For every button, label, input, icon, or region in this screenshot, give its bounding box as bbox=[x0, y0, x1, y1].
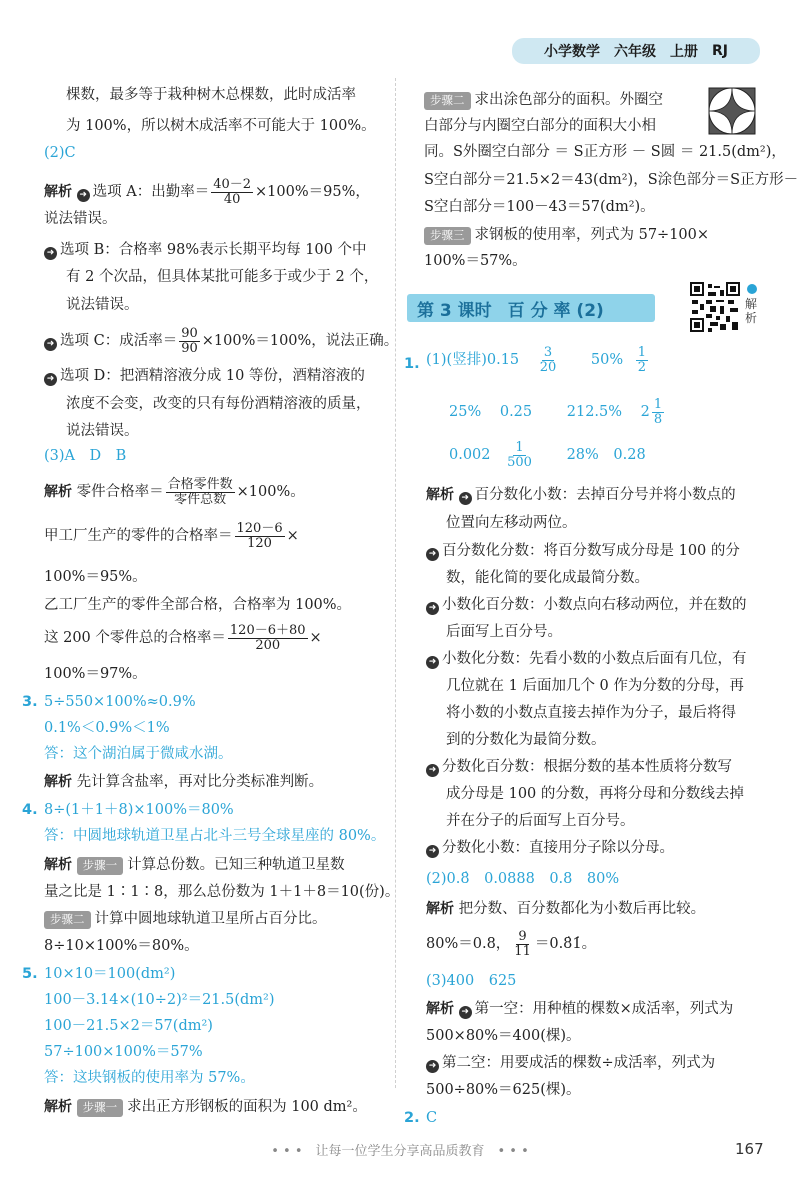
answer-line: 8÷(1＋1＋8)×100%＝80% bbox=[44, 802, 234, 818]
arrow-bullet-icon: ➜ bbox=[426, 656, 439, 669]
text-line: 同。S外圈空白部分 ＝ S正方形 － S圆 ＝ 21.5(dm²)， bbox=[424, 144, 786, 160]
fraction: $\frac{120-6+80}{200}$ bbox=[229, 623, 306, 653]
text-line: 有 2 个次品，但具体某批可能多于或少于 2 个， bbox=[66, 269, 379, 285]
analysis-label: 解析 bbox=[426, 1001, 454, 1017]
text: ×100%＝95%， bbox=[255, 184, 370, 201]
analysis-label: 解析 bbox=[44, 857, 72, 873]
text-line: 这 200 个零件总的合格率＝ $\frac{120-6+80}{200}$ × bbox=[44, 623, 322, 653]
step-badge: 步骤三 bbox=[424, 227, 471, 245]
answer-line: 0.1%＜0.9%＜1% bbox=[44, 720, 170, 736]
fraction: $\frac{40-2}{40}$ bbox=[213, 177, 252, 207]
question-number: 1. bbox=[404, 356, 420, 372]
answer-row: 0.002 $\frac{1}{500}$ 28% 0.28 bbox=[449, 440, 646, 470]
text-line: 数，能化简的要化成最简分数。 bbox=[446, 570, 649, 586]
text-line: ➜ 分数化小数：直接用分子除以分母。 bbox=[426, 841, 674, 858]
fraction: $\frac{1}{500}$ bbox=[507, 440, 532, 470]
text-line: 几位就在 1 后面加几个 0 作为分数的分母，再 bbox=[446, 678, 744, 694]
text-line: 说法错误。 bbox=[44, 211, 117, 227]
analysis-line: 解析 先计算含盐率，再对比分类标准判断。 bbox=[44, 774, 324, 790]
text-line: 将小数的小数点直接去掉作为分子，最后将得 bbox=[446, 705, 736, 721]
analysis-line: 解析 ➜ 第一空：用种植的棵数×成活率，列式为 bbox=[426, 1001, 734, 1017]
fraction: $\frac{\text{合格零件数}}{\text{零件总数}}$ bbox=[167, 477, 233, 507]
fraction: $\frac{90}{90}$ bbox=[181, 326, 198, 356]
text-line: 量之比是 1∶1∶8，那么总份数为 1＋1＋8＝10(份)。 bbox=[44, 884, 400, 900]
text-line: ➜ 选项 C：成活率＝ $\frac{90}{90}$ ×100%＝100%，说法正确。 bbox=[44, 327, 398, 355]
arrow-bullet-icon: ➜ bbox=[426, 764, 439, 777]
text-line: 步骤二 求出涂色部分的面积。外圈空 bbox=[424, 92, 663, 110]
arrow-bullet-icon: ➜ bbox=[44, 338, 57, 351]
text-line: 棵数，最多等于栽种树木总棵数，此时成活率 bbox=[66, 87, 356, 103]
text-line: ➜ 选项 B：合格率 98%表示长期平均每 100 个中 bbox=[44, 243, 367, 260]
analysis-label: 解析 bbox=[426, 487, 454, 503]
answer-line: 10×10＝100(dm²) bbox=[44, 966, 176, 982]
header-edition: RJ bbox=[712, 43, 728, 59]
answer-line: (3)A D B bbox=[44, 448, 127, 464]
fraction: $\frac{9}{11}$ bbox=[514, 929, 531, 959]
text-line: 说法错误。 bbox=[66, 423, 139, 439]
page-header-badge bbox=[512, 38, 760, 64]
answer-line: (2)0.8̇ 0.0888 0.8 80% bbox=[426, 871, 620, 887]
text-line: ➜ 第二空：用要成活的棵数÷成活率，列式为 bbox=[426, 1056, 715, 1073]
text-line: S空白部分＝21.5×2＝43(dm²)，S涂色部分＝S正方形－ bbox=[424, 172, 799, 188]
answer-row: (1)(竖排)0.15 $\frac{3}{20}$ 50% $\frac{1}{2}$ bbox=[426, 345, 647, 375]
text-line: 说法错误。 bbox=[66, 297, 139, 313]
answer-line: 57÷100×100%＝57% bbox=[44, 1044, 203, 1060]
page-number: 167 bbox=[735, 1140, 764, 1158]
text: 选项 A：出勤率＝ bbox=[92, 184, 210, 201]
qr-label: 解析 bbox=[744, 297, 757, 325]
lesson-number: 第 3 课时 bbox=[417, 300, 492, 321]
arrow-bullet-icon: ➜ bbox=[459, 1006, 472, 1019]
text-line: ➜ 小数化百分数：小数点向右移动两位，并在数的 bbox=[426, 598, 747, 615]
analysis-line: 解析 把分数、百分数都化为小数后再比较。 bbox=[426, 901, 706, 917]
header-subject: 小学数学 bbox=[544, 44, 600, 60]
text-line: 白部分与内圈空白部分的面积大小相 bbox=[424, 118, 656, 134]
text-line: 8÷10×100%＝80%。 bbox=[44, 938, 199, 954]
answer-line: 100－3.14×(10÷2)²＝21.5(dm²) bbox=[44, 992, 275, 1008]
text-line: 到的分数化为最简分数。 bbox=[446, 732, 606, 748]
answer-line: (3)400 625 bbox=[426, 973, 517, 989]
answer-line: 答：这个湖泊属于微咸水湖。 bbox=[44, 746, 233, 762]
analysis-line bbox=[44, 178, 370, 206]
arrow-bullet-icon: ➜ bbox=[459, 492, 472, 505]
step-badge: 步骤一 bbox=[77, 1099, 124, 1117]
header-grade: 六年级 bbox=[614, 44, 656, 60]
fraction: $\frac{1}{2}$ bbox=[637, 345, 647, 375]
analysis-label: 解析 bbox=[426, 901, 454, 917]
text-line: 500×80%＝400(棵)。 bbox=[426, 1028, 581, 1044]
text-line: 位置向左移动两位。 bbox=[446, 515, 577, 531]
arrow-bullet-icon: ➜ bbox=[426, 845, 439, 858]
answer-line: 答：这块钢板的使用率为 57%。 bbox=[44, 1070, 255, 1086]
fraction: $\frac{120-6}{120}$ bbox=[236, 521, 283, 551]
text-line: 后面写上百分号。 bbox=[446, 624, 562, 640]
question-number: 3. bbox=[22, 694, 38, 710]
header-volume: 上册 bbox=[670, 44, 698, 60]
analysis-label: 解析 bbox=[44, 1099, 72, 1115]
text-line: 步骤三 求钢板的使用率，列式为 57÷100× bbox=[424, 227, 709, 245]
question-number: 2. bbox=[404, 1110, 420, 1126]
text-line: ➜ 分数化百分数：根据分数的基本性质将分数写 bbox=[426, 760, 732, 777]
analysis-label: 解析 bbox=[44, 184, 72, 201]
square-circle-figure bbox=[708, 87, 756, 135]
text-line: 甲工厂生产的零件的合格率＝ $\frac{120-6}{120}$ × bbox=[44, 521, 299, 551]
text-line: 100%＝95%。 bbox=[44, 569, 147, 585]
analysis-line: 解析 ➜ 百分数化小数：去掉百分号并将小数点的 bbox=[426, 487, 736, 503]
step-badge: 步骤二 bbox=[424, 92, 471, 110]
text-line: 浓度不会变，改变的只有每份酒精溶液的质量， bbox=[66, 396, 371, 412]
lesson-title: 百 分 率 (2) bbox=[507, 300, 604, 321]
answer-line: 答：中圆地球轨道卫星占北斗三号全球星座的 80%。 bbox=[44, 828, 386, 844]
analysis-label: 解析 bbox=[44, 774, 72, 790]
text-line: 为 100%，所以树木成活率不可能大于 100%。 bbox=[66, 118, 376, 134]
arrow-bullet-icon: ➜ bbox=[426, 548, 439, 561]
arrow-bullet-icon: ➜ bbox=[44, 247, 57, 260]
fraction: $\frac{3}{20}$ bbox=[539, 345, 557, 375]
question-number: 5. bbox=[22, 966, 38, 982]
text-line: 成分母是 100 的分数，再将分母和分数线去掉 bbox=[446, 786, 744, 802]
text-line: 并在分子的后面写上百分号。 bbox=[446, 813, 635, 829]
play-icon bbox=[747, 284, 757, 294]
lesson-title-banner bbox=[407, 294, 655, 322]
text-line: 100%＝57%。 bbox=[424, 253, 527, 269]
arrow-bullet-icon: ➜ bbox=[77, 189, 90, 202]
step-badge: 步骤二 bbox=[44, 911, 91, 929]
answer-row: 25% 0.25 212.5% 2 $\frac{1}{8}$ bbox=[449, 397, 663, 427]
question-number: 4. bbox=[22, 802, 38, 818]
fraction: $\frac{1}{8}$ bbox=[653, 397, 663, 427]
answer-line: 100－21.5×2＝57(dm²) bbox=[44, 1018, 213, 1034]
text-line: ➜ 小数化分数：先看小数的小数点后面有几位，有 bbox=[426, 652, 747, 669]
answer-line: (2)C bbox=[44, 145, 76, 161]
arrow-bullet-icon: ➜ bbox=[426, 602, 439, 615]
analysis-line: 解析 零件合格率＝ $\frac{\text{合格零件数}}{\text{零件总数}}$ ×100%。 bbox=[44, 477, 305, 507]
column-divider bbox=[395, 78, 396, 1088]
answer-line: 5÷550×100%≈0.9% bbox=[44, 694, 196, 710]
text-line: 步骤二 计算中圆地球轨道卫星所占百分比。 bbox=[44, 911, 327, 929]
text-line: 乙工厂生产的零件全部合格，合格率为 100%。 bbox=[44, 597, 352, 613]
text-line: ➜ 百分数化分数：将百分数写成分母是 100 的分 bbox=[426, 544, 740, 561]
text-line: S空白部分＝100－43＝57(dm²)。 bbox=[424, 199, 655, 215]
qr-code-icon[interactable] bbox=[690, 282, 740, 332]
analysis-label: 解析 bbox=[44, 484, 72, 501]
arrow-bullet-icon: ➜ bbox=[426, 1060, 439, 1073]
footer-slogan: • • • 让每一位学生分享高品质教育 • • • bbox=[271, 1144, 529, 1159]
text-line: 500÷80%＝625(棵)。 bbox=[426, 1082, 581, 1098]
answer-line: C bbox=[426, 1110, 438, 1126]
analysis-line: 解析 步骤一 计算总份数。已知三种轨道卫星数 bbox=[44, 857, 345, 873]
text-line: 100%＝97%。 bbox=[44, 666, 147, 682]
step-badge: 步骤一 bbox=[77, 857, 124, 875]
arrow-bullet-icon: ➜ bbox=[44, 373, 57, 386]
text-line: 80%＝0.8， $\frac{9}{11}$ ＝0.8̇1̇。 bbox=[426, 929, 597, 959]
analysis-line: 解析 步骤一 求出正方形钢板的面积为 100 dm²。 bbox=[44, 1099, 367, 1115]
text-line: ➜ 选项 D：把酒精溶液分成 10 等份，酒精溶液的 bbox=[44, 369, 365, 386]
